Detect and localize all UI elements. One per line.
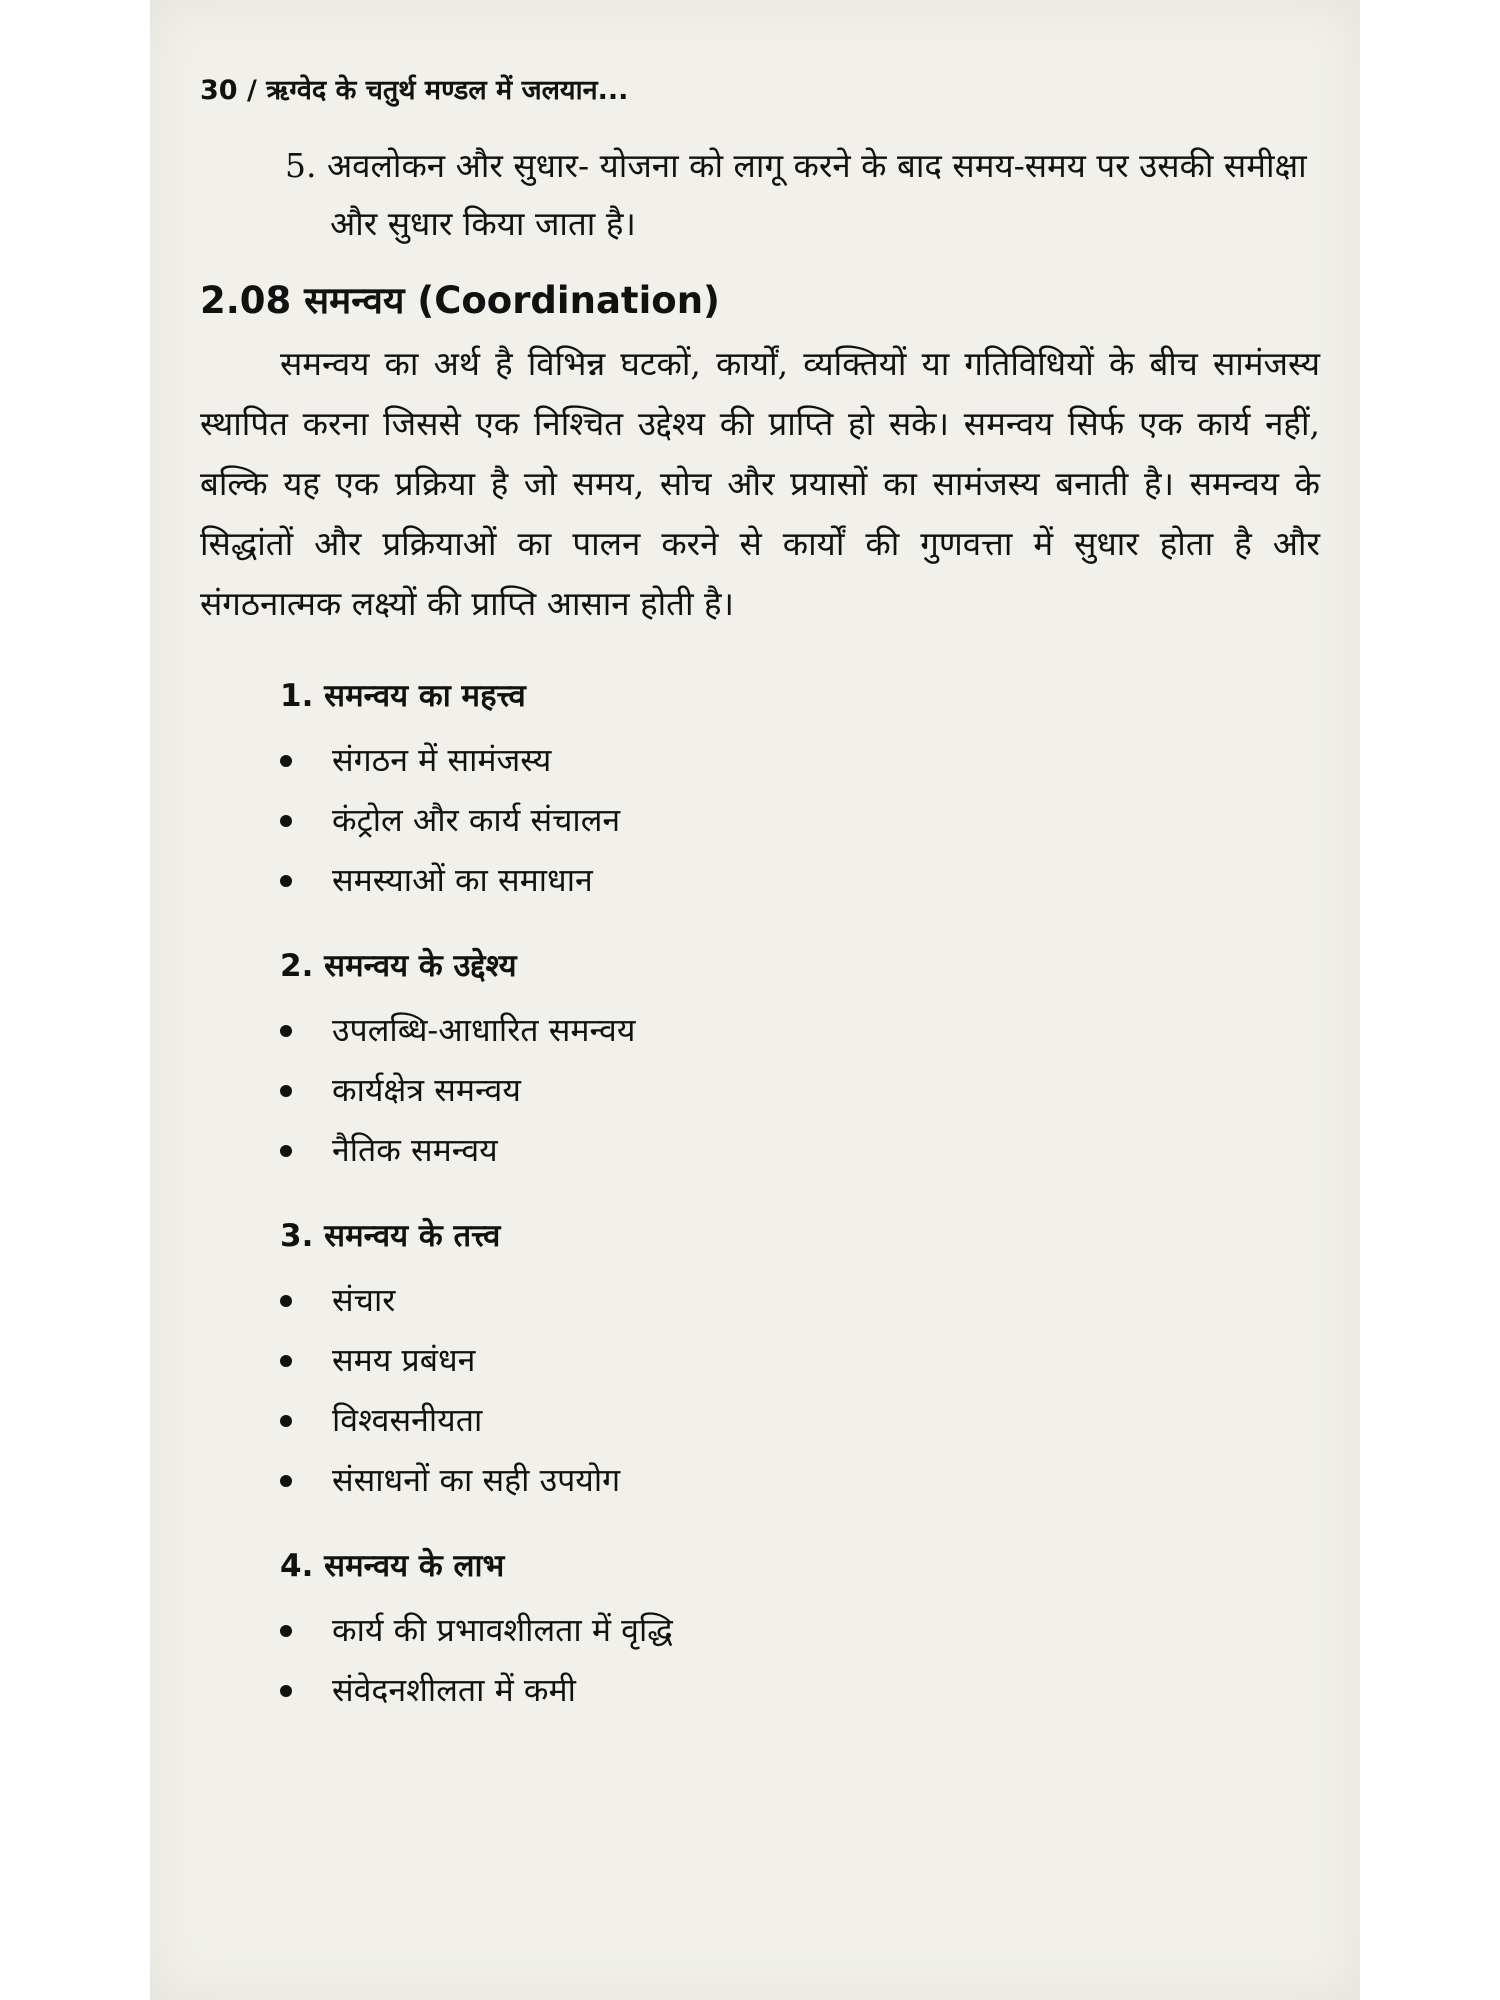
bullet-list-importance bbox=[280, 730, 1320, 910]
bullet-item: विश्वसनीयता bbox=[280, 1390, 1320, 1450]
bullet-item: कार्यक्षेत्र समन्वय bbox=[280, 1060, 1320, 1120]
subsection-heading-benefits: 4. समन्वय के लाभ bbox=[280, 1548, 505, 1584]
section-title: 2.08 समन्वय (Coordination) bbox=[200, 279, 720, 322]
bullet-item: संवेदनशीलता में कमी bbox=[280, 1660, 1320, 1720]
bullet-item: कार्य की प्रभावशीलता में वृद्धि bbox=[280, 1600, 1320, 1660]
bullet-list-objectives bbox=[280, 1000, 1320, 1180]
bullet-item: नैतिक समन्वय bbox=[280, 1120, 1320, 1180]
subsection-heading-elements: 3. समन्वय के तत्त्व bbox=[280, 1218, 501, 1254]
bullet-item: समस्याओं का समाधान bbox=[280, 850, 1320, 910]
bullet-item: उपलब्धि-आधारित समन्वय bbox=[280, 1000, 1320, 1060]
body-paragraph: समन्वय का अर्थ है विभिन्न घटकों, कार्यों, व्यक्तियों या गतिविधियों के बीच सामंजस्य स्थापित करना जिससे एक निश्चित उद्देश्य की प्राप्ति हो सके। समन्वय सिर्फ एक कार्य नहीं, बल्कि यह एक प्रक्रिया है जो समय, सोच और प्रयासों का सामंजस्य बनाती है। समन्वय के सिद्धांतों और प्रक्रियाओं का पालन करने से कार्यों की गुणवत्ता में सुधार होता है और संगठनात्मक लक्ष्यों की प्राप्ति आसान होती है। bbox=[200, 344, 1320, 623]
bullet-list-elements bbox=[280, 1270, 1320, 1510]
bullet-item: कंट्रोल और कार्य संचालन bbox=[280, 790, 1320, 850]
bullet-item: संसाधनों का सही उपयोग bbox=[280, 1450, 1320, 1510]
bullet-list-benefits bbox=[280, 1600, 1320, 1720]
bullet-item: संचार bbox=[280, 1270, 1320, 1330]
subsection-heading-objectives: 2. समन्वय के उद्देश्य bbox=[280, 948, 517, 984]
document-body bbox=[200, 70, 1320, 1754]
running-head: 30 / ऋग्वेद के चतुर्थ मण्डल में जलयान... bbox=[200, 75, 629, 106]
bullet-item: संगठन में सामंजस्य bbox=[280, 730, 1320, 790]
subsection-heading-importance: 1. समन्वय का महत्त्व bbox=[280, 678, 526, 714]
list-item-5: 5. अवलोकन और सुधार- योजना को लागू करने के बाद समय-समय पर उसकी समीक्षा और सुधार किया जाता है। bbox=[285, 146, 1307, 243]
bullet-item: समय प्रबंधन bbox=[280, 1330, 1320, 1390]
